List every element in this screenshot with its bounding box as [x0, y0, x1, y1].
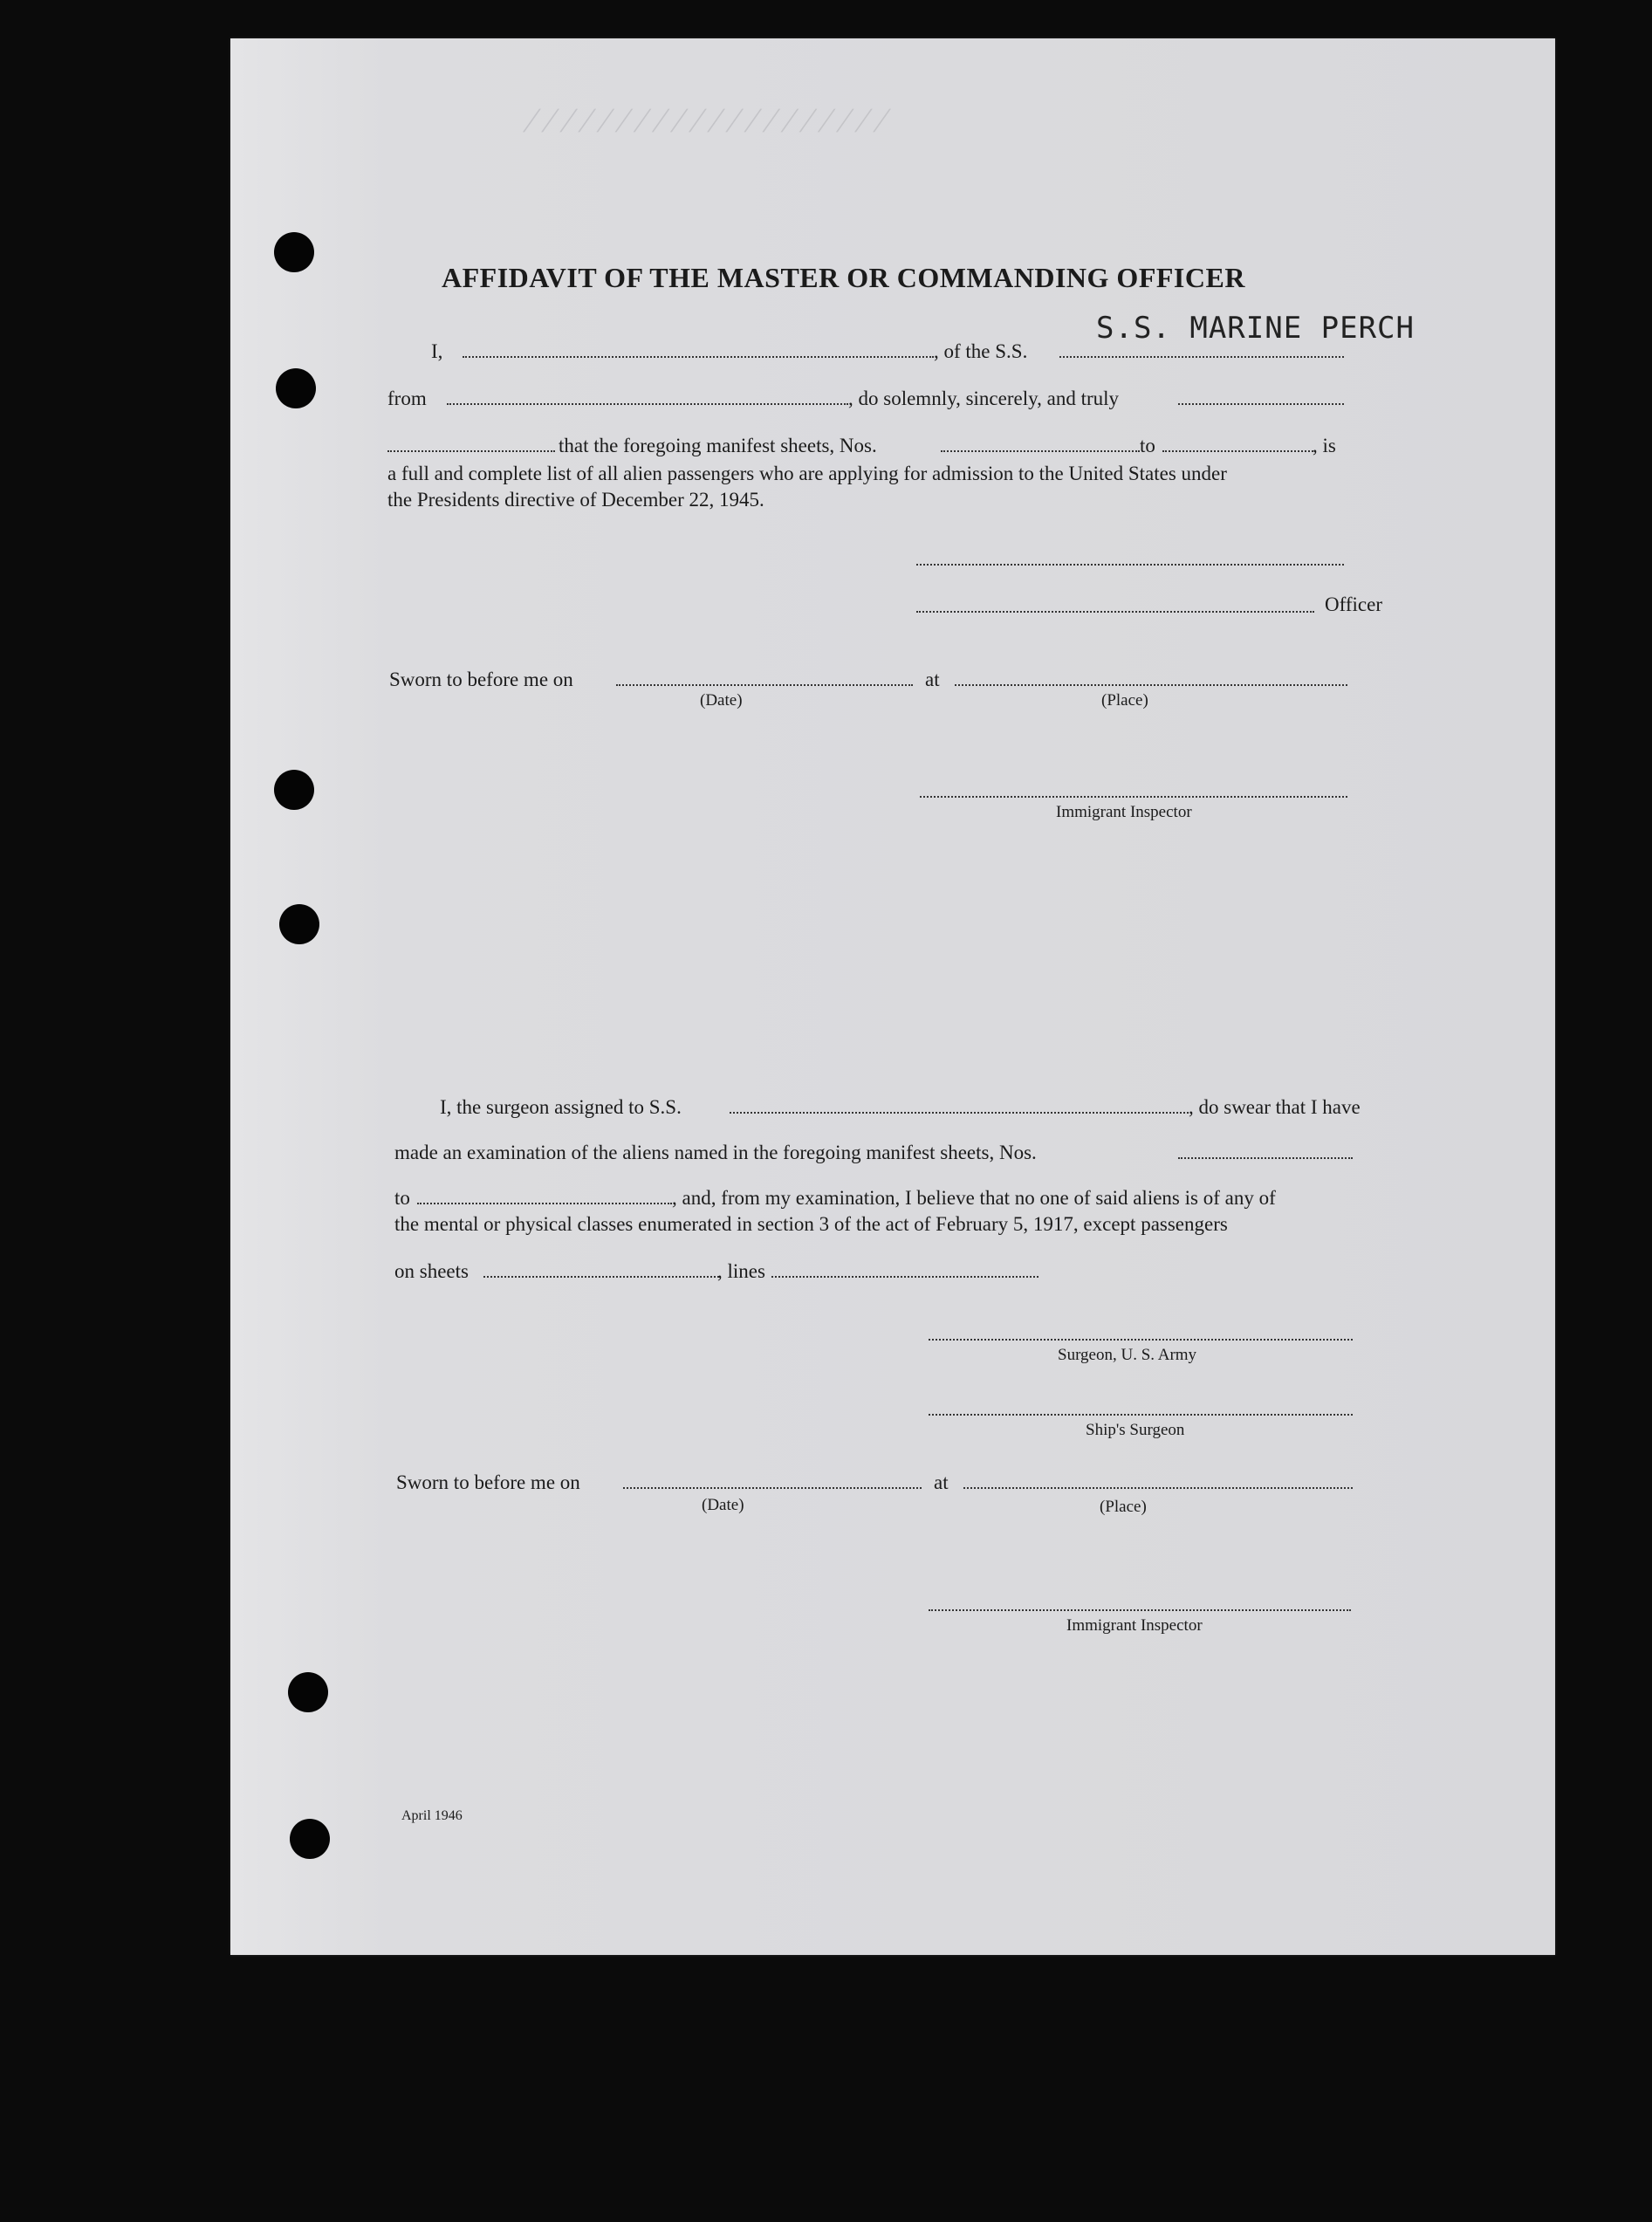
punch-hole — [274, 232, 314, 272]
master-swear-label: , do solemnly, sincerely, and truly — [848, 387, 1120, 409]
master-nos-from-field[interactable] — [941, 450, 1140, 452]
master-statement-line: a full and complete list of all alien passengers who are applying for admission to the United States under — [387, 463, 1227, 484]
master-nos-to-field[interactable] — [1162, 450, 1316, 452]
army-surgeon-caption: Surgeon, U. S. Army — [1058, 1346, 1197, 1364]
surgeon-lines-label: , lines — [717, 1260, 765, 1282]
ships-surgeon-caption: Ship's Surgeon — [1086, 1421, 1185, 1439]
punch-hole — [279, 904, 319, 944]
punch-hole — [290, 1819, 330, 1859]
surgeon-date-caption: (Date) — [702, 1496, 744, 1514]
surgeon-place-caption: (Place) — [1100, 1498, 1147, 1516]
surgeon-nos-from-field[interactable] — [1178, 1157, 1353, 1159]
surgeon-intro-label: I, the surgeon assigned to S.S. — [440, 1096, 682, 1118]
surgeon-classes-label: the mental or physical classes enumerated in section 3 of the act of February 5, 1917, except passengers — [394, 1213, 1228, 1235]
officer-signature-field[interactable] — [916, 564, 1344, 566]
master-sworn-label: Sworn to before me on — [389, 669, 573, 690]
surgeon-to-label: to — [394, 1187, 410, 1209]
master-sworn-date-field[interactable] — [616, 684, 913, 686]
master-from-field[interactable] — [447, 403, 848, 405]
punch-hole — [274, 770, 314, 810]
surgeon-lines-field[interactable] — [771, 1276, 1038, 1278]
officer-title-field[interactable] — [916, 611, 1314, 613]
surgeon-sworn-label: Sworn to before me on — [396, 1471, 580, 1493]
master-inspector-signature-field[interactable] — [920, 796, 1347, 798]
document-page — [230, 38, 1555, 1955]
surgeon-ship-field[interactable] — [730, 1112, 1189, 1114]
ships-surgeon-signature-field[interactable] — [929, 1414, 1353, 1416]
master-at-label: at — [925, 669, 940, 690]
master-swear-field[interactable] — [1178, 403, 1344, 405]
master-place-caption: (Place) — [1101, 691, 1148, 710]
master-date-caption: (Date) — [700, 691, 743, 710]
master-oath-field[interactable] — [387, 450, 555, 452]
surgeon-exam-label: made an examination of the aliens named in the foregoing manifest sheets, Nos. — [394, 1142, 1037, 1163]
surgeon-sheets-field[interactable] — [483, 1276, 719, 1278]
surgeon-belief-label: , and, from my examination, I believe that no one of said aliens is of any of — [672, 1187, 1276, 1209]
master-ship-field[interactable] — [1059, 356, 1344, 358]
surgeon-at-label: at — [934, 1471, 949, 1493]
surgeon-sworn-date-field[interactable] — [623, 1487, 922, 1489]
master-inspector-caption: Immigrant Inspector — [1056, 803, 1192, 821]
officer-label: Officer — [1325, 593, 1382, 615]
surgeon-nos-to-field[interactable] — [417, 1203, 672, 1204]
bleed-through-marks: / / / / / / / / / / / / / / / / / / / / — [519, 100, 895, 140]
surgeon-sworn-place-field[interactable] — [963, 1487, 1353, 1489]
army-surgeon-signature-field[interactable] — [929, 1339, 1353, 1341]
ship-name-stamp: S.S. MARINE PERCH — [1096, 311, 1415, 346]
punch-hole — [276, 368, 316, 408]
master-from-label: from — [387, 387, 427, 409]
master-statement-line: the Presidents directive of December 22, 1945. — [387, 489, 764, 511]
master-to-label: to — [1140, 435, 1155, 456]
surgeon-sheets-label: on sheets — [394, 1260, 469, 1282]
form-revision-date: April 1946 — [401, 1808, 463, 1823]
master-i-label: I, — [431, 340, 443, 362]
master-that-label: that the foregoing manifest sheets, Nos. — [559, 435, 877, 456]
master-sworn-place-field[interactable] — [955, 684, 1347, 686]
master-name-field[interactable] — [463, 356, 934, 358]
master-is-label: , is — [1313, 435, 1336, 456]
surgeon-inspector-signature-field[interactable] — [929, 1609, 1351, 1611]
form-title: AFFIDAVIT OF THE MASTER OR COMMANDING OFFICER — [442, 262, 1245, 293]
master-ss-label: , of the S.S. — [934, 340, 1028, 362]
surgeon-inspector-caption: Immigrant Inspector — [1066, 1616, 1203, 1635]
surgeon-swear-label: , do swear that I have — [1189, 1096, 1361, 1118]
punch-hole — [288, 1672, 328, 1712]
